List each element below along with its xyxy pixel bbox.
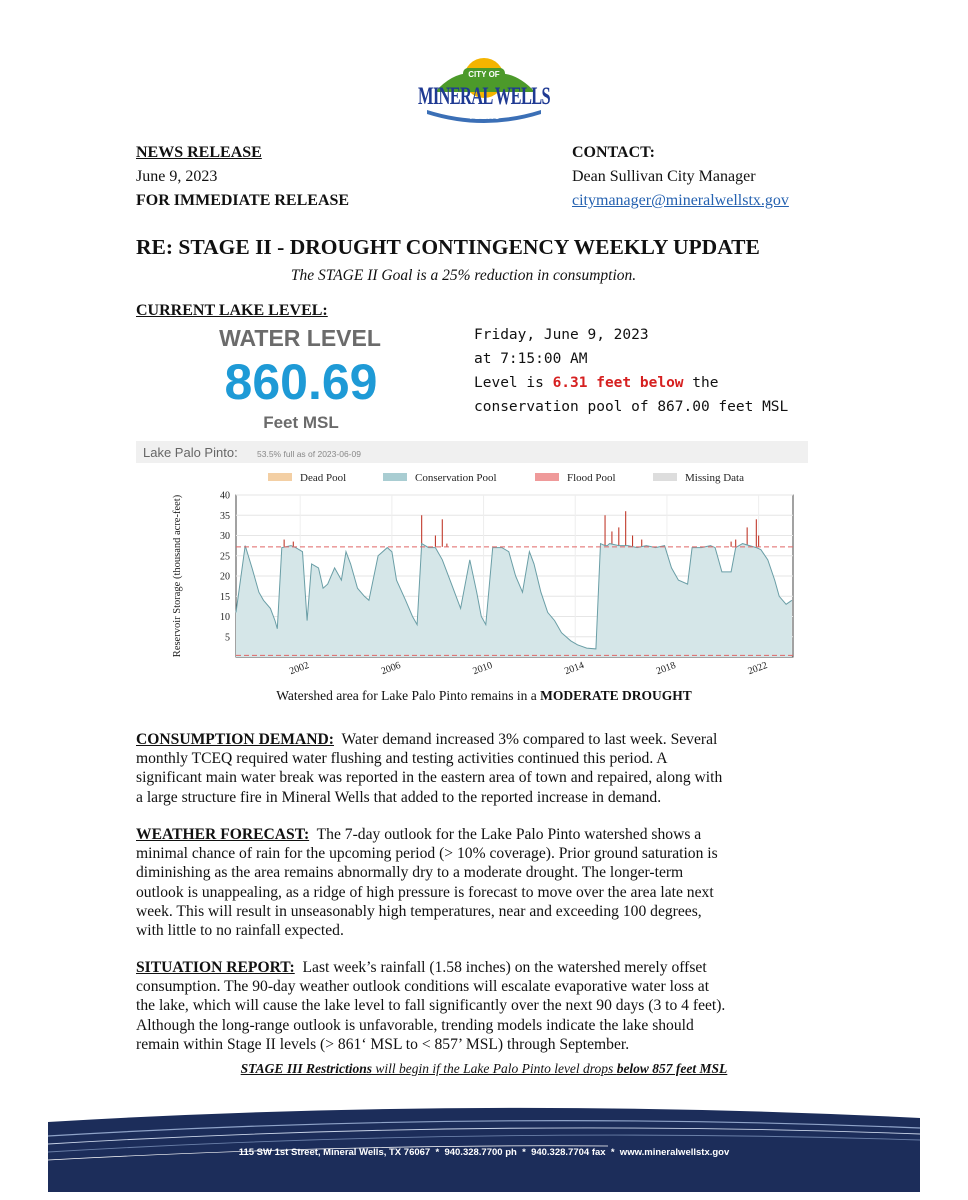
lake-level-section-title: CURRENT LAKE LEVEL: xyxy=(136,302,328,319)
x-tick-label: 2014 xyxy=(563,660,586,678)
situation-report-section xyxy=(136,958,836,1054)
section-line: minimal chance of rain for the upcoming period (> 10% coverage). Prior ground saturation is xyxy=(136,845,718,863)
contact-email-link[interactable]: citymanager@mineralwellstx.gov xyxy=(572,192,789,209)
section-line: remain within Stage II levels (> 861‘ MSL to < 857’ MSL) through September. xyxy=(136,1035,630,1053)
x-tick-label: 2022 xyxy=(746,660,770,678)
section-line: outlook is unappealing, as a ridge of high pressure is forecast to move over the area late next xyxy=(136,883,714,901)
reading-time: at 7:15:00 AM xyxy=(474,351,588,367)
section-line: consumption. The 90-day weather outlook conditions will escalate evaporative water loss at xyxy=(136,978,710,996)
legend-swatch xyxy=(653,473,677,481)
legend-swatch xyxy=(383,473,407,481)
section-line: Last week’s rainfall (1.58 inches) on the watershed merely offset xyxy=(302,959,707,976)
section-line: Water demand increased 3% compared to last week. Several xyxy=(341,731,718,748)
x-tick-label: 2018 xyxy=(654,660,678,678)
release-date: June 9, 2023 xyxy=(136,168,218,185)
contact-title: CONTACT: xyxy=(572,144,655,161)
section-line: monthly TCEQ required water flushing and testing activities continued this period. A xyxy=(136,750,668,768)
reservoir-chart-svg xyxy=(136,438,808,708)
section-line: the lake, which will cause the lake level to fall significantly over the next 90 days (3 to 4 feet). xyxy=(136,997,726,1015)
release-type: FOR IMMEDIATE RELEASE xyxy=(136,192,350,209)
headline: RE: STAGE II - DROUGHT CONTINGENCY WEEKLY UPDATE xyxy=(136,235,760,259)
section-line: a large structure fire in Mineral Wells that added to the reported increase in demand. xyxy=(136,788,662,806)
caption-bold: MODERATE DROUGHT xyxy=(540,688,692,703)
consumption-demand-label: CONSUMPTION DEMAND: xyxy=(136,731,334,748)
weather-forecast-section xyxy=(136,825,836,940)
y-tick-label: 25 xyxy=(220,551,230,563)
y-tick-label: 10 xyxy=(220,612,230,623)
legend-label: Missing Data xyxy=(685,472,744,484)
level-delta: 6.31 feet below xyxy=(552,375,684,391)
legend-swatch xyxy=(268,473,292,481)
goal-statement: The STAGE II Goal is a 25% reduction in consumption. xyxy=(290,267,637,284)
water-level-value: 860.69 xyxy=(224,354,378,410)
y-tick-label: 30 xyxy=(220,531,230,542)
y-tick-label: 15 xyxy=(220,591,230,603)
water-level-label: WATER LEVEL xyxy=(219,325,381,351)
stage3-middle: will begin if the Lake Palo Pinto level drops xyxy=(371,1061,617,1076)
conservation-pool-line: conservation pool of 867.00 feet MSL xyxy=(474,399,789,415)
water-level-unit: Feet MSL xyxy=(263,413,339,432)
news-release-title: NEWS RELEASE xyxy=(136,144,262,161)
stage3-bold-end: below 857 feet MSL xyxy=(616,1061,728,1076)
section-line: significant main water break was reported in the eastern area of town and repaired, along with xyxy=(136,769,723,787)
y-tick-label: 40 xyxy=(220,490,230,502)
caption-prefix: Watershed area for Lake Palo Pinto remains in a xyxy=(276,688,541,703)
chart-banner-title: Lake Palo Pinto: xyxy=(143,445,238,460)
y-axis-label: Reservoir Storage (thousand acre-feet) xyxy=(172,494,183,658)
footer-address: 115 SW 1st Street, Mineral Wells, TX 76067 * 940.328.7700 ph * 940.328.7704 fax * www.mineralwellstx.gov xyxy=(238,1147,730,1158)
x-tick-label: 2010 xyxy=(471,660,494,678)
section-line: with little to no rainfall expected. xyxy=(136,922,344,940)
situation-report-label: SITUATION REPORT: xyxy=(136,959,295,976)
section-line: diminishing as the area remains abnormally dry to a moderate drought. The longer-term xyxy=(136,864,684,882)
legend-swatch xyxy=(535,473,559,481)
legend-label: Dead Pool xyxy=(300,472,347,484)
x-tick-label: 2002 xyxy=(288,660,311,678)
level-suffix: the xyxy=(683,375,719,391)
city-logo xyxy=(413,52,555,126)
section-line: The 7-day outlook for the Lake Palo Pinto watershed shows a xyxy=(316,826,702,843)
logo-name: MINERAL WELLS xyxy=(418,83,551,110)
x-tick-label: 2006 xyxy=(379,660,403,678)
y-tick-label: 5 xyxy=(225,632,230,644)
y-tick-label: 35 xyxy=(220,510,230,522)
legend-label: Flood Pool xyxy=(567,472,616,484)
section-line: week. This will result in unseasonably high temperatures, near and exceeding 100 degrees, xyxy=(136,902,702,920)
level-delta-line xyxy=(474,371,718,395)
reservoir-chart xyxy=(136,438,808,708)
y-tick-label: 20 xyxy=(220,571,230,583)
weather-forecast-label: WEATHER FORECAST: xyxy=(136,826,310,843)
stage3-bold: STAGE III Restrictions xyxy=(240,1061,372,1076)
chart-banner-sub: 53.5% full as of 2023-06-09 xyxy=(257,449,361,459)
logo-state: T E X A S xyxy=(468,114,500,121)
reading-date: Friday, June 9, 2023 xyxy=(474,327,649,343)
level-prefix: Level is xyxy=(474,375,553,391)
legend-label: Conservation Pool xyxy=(415,472,497,484)
chart-caption xyxy=(0,686,968,706)
contact-name: Dean Sullivan City Manager xyxy=(572,168,756,185)
stage3-notice xyxy=(0,1059,968,1079)
consumption-demand-section xyxy=(136,730,836,807)
logo-top-text: CITY OF xyxy=(468,70,500,79)
section-line: Although the long-range outlook is unfavorable, trending models indicate the lake should xyxy=(136,1016,694,1034)
